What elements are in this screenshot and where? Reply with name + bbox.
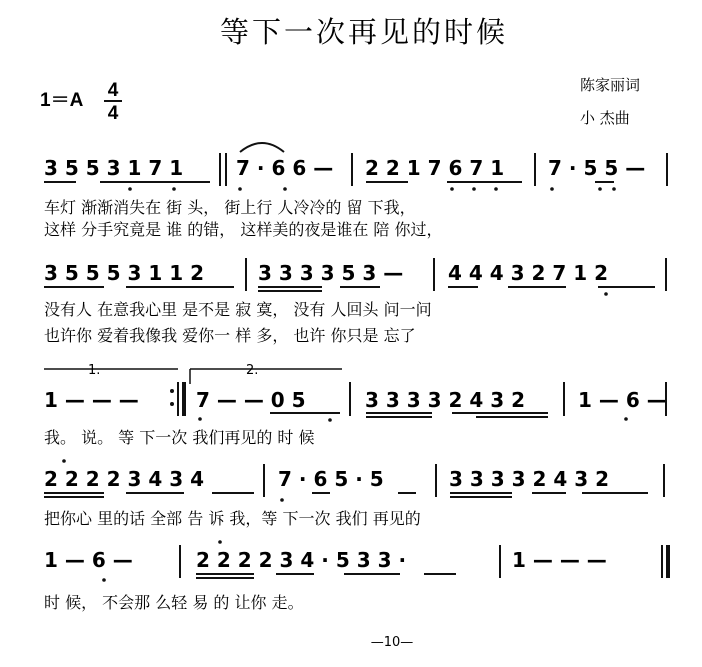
measure-1-4: 7 · 5 5 — bbox=[548, 156, 646, 180]
measure-3-2: 7 — — 0 5 bbox=[196, 388, 306, 412]
measure-4-3: 3 3 3 3 2 4 3 2 bbox=[449, 467, 610, 491]
song-title: 等下一次再见的时候 bbox=[219, 15, 509, 49]
measure-4-2: 7 · 6 5 · 5 bbox=[278, 467, 384, 491]
measure-3-1: 1 — — — bbox=[44, 388, 139, 412]
ending-2-label: 2. bbox=[246, 363, 259, 378]
lyrics-5: 时 候， 不会那 么轻 易 的 让你 走。 bbox=[44, 593, 304, 612]
system-5 bbox=[44, 540, 668, 612]
measure-2-3: 4 4 4 3 2 7 1 2 bbox=[448, 261, 609, 285]
system-2 bbox=[44, 258, 666, 345]
time-signature-top: 4 bbox=[107, 80, 119, 101]
measure-5-2: 2 2 2 2 3 4 · 5 3 3 · bbox=[196, 548, 407, 572]
measure-5-1: 1 — 6 — bbox=[44, 548, 133, 572]
measure-1-1: 3 5 5 3 1 7 1 bbox=[44, 156, 184, 180]
lyrics-4: 把你心 里的话 全部 告 诉 我，等 下一次 我们 再见的 bbox=[44, 509, 421, 528]
measure-3-3: 3 3 3 3 2 4 3 2 bbox=[365, 388, 526, 412]
system-3 bbox=[44, 363, 667, 447]
composer-credit: 小 杰曲 bbox=[580, 109, 630, 127]
system-1 bbox=[44, 143, 667, 239]
lyricist-credit: 陈家丽词 bbox=[580, 76, 641, 94]
lyrics-3: 我。 说。 等 下一次 我们再见的 时 候 bbox=[44, 428, 315, 447]
measure-1-3: 2 2 1 7 6 7 1 bbox=[365, 156, 505, 180]
system-4 bbox=[44, 459, 664, 528]
measure-5-3: 1 — — — bbox=[512, 548, 607, 572]
ending-1-label: 1. bbox=[88, 363, 101, 378]
lyrics-2-verse-2: 也许你 爱着我像我 爱你一 样 多， 也许 你只是 忘了 bbox=[44, 326, 416, 345]
lyrics-1-verse-2: 这样 分手究竟是 谁 的错， 这样美的夜是谁在 陪 你过， bbox=[44, 220, 443, 239]
measure-3-4: 1 — 6 — bbox=[578, 388, 667, 412]
lyrics-2-verse-1: 没有人 在意我心里 是不是 寂 寞， 没有 人回头 问一问 bbox=[44, 300, 432, 319]
measure-2-1: 3 5 5 5 3 1 1 2 bbox=[44, 261, 205, 285]
key-signature: 1＝A bbox=[40, 90, 84, 111]
time-signature-bottom: 4 bbox=[107, 103, 119, 124]
lyrics-1-verse-1: 车灯 渐渐消失在 街 头， 街上行 人冷冷的 留 下我， bbox=[44, 198, 416, 217]
measure-4-1: 2 2 2 2 3 4 3 4 bbox=[44, 467, 205, 491]
measure-2-2: 3 3 3 3 5 3 — bbox=[258, 261, 404, 285]
page-number: —10— bbox=[370, 635, 414, 650]
measure-1-2: 7 · 6 6 — bbox=[236, 156, 334, 180]
